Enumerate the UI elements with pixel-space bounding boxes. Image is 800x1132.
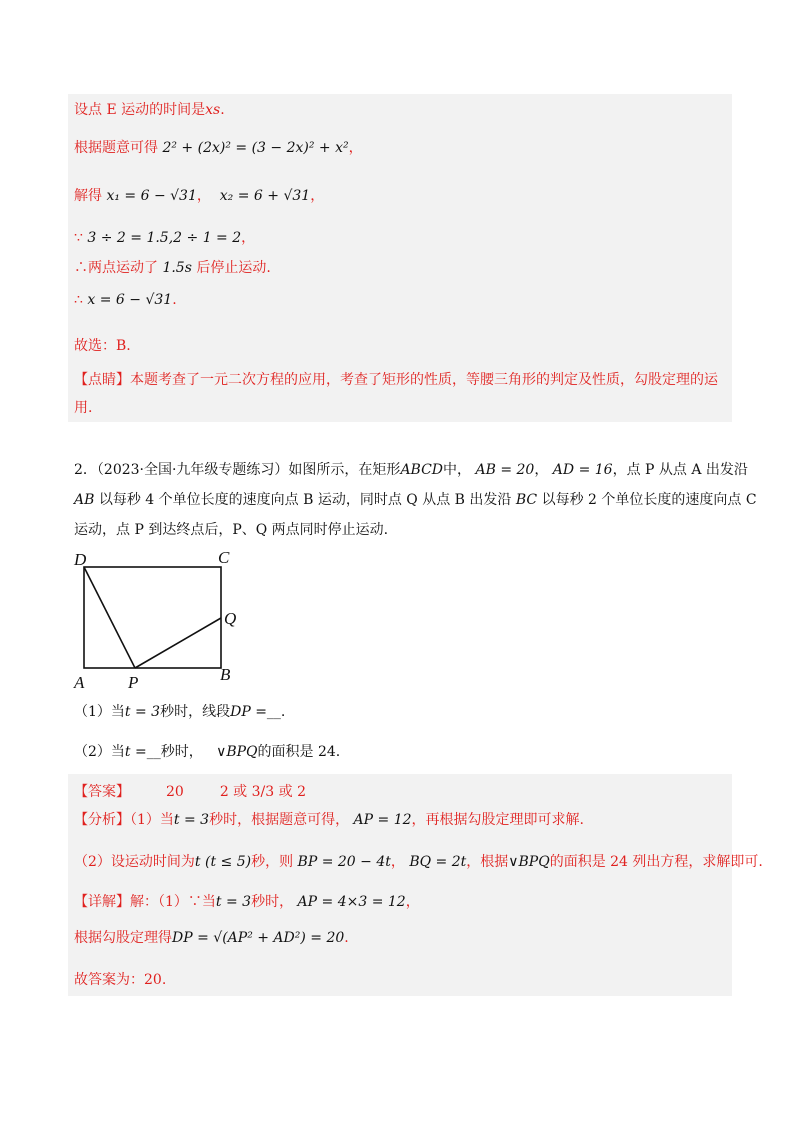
solution-line-1: 设点 E 运动的时间是xs.: [74, 102, 225, 118]
answer-line: 【答案】 20 2 或 3/3 或 2: [74, 784, 306, 800]
solution-line-2: 根据题意可得 2² + (2x)² = (3 − 2x)² + x²，: [74, 140, 363, 156]
solution-line-3: 解得 x₁ = 6 − √31， x₂ = 6 + √31，: [74, 188, 325, 204]
final-answer: 故答案为：20.: [74, 972, 167, 988]
question-1: （1）当t = 3秒时，线段DP =__.: [74, 704, 286, 720]
analysis-line-2: （2）设运动时间为t (t ≤ 5)秒，则 BP = 20 − 4t， BQ = 2t，根据∨BPQ的面积是 24 列出方程，求解即可.: [74, 854, 763, 870]
rectangle-abcd: [84, 567, 221, 668]
answer-choice: 故选：B.: [74, 338, 131, 354]
segment-pq: [135, 618, 221, 668]
problem2-line-1: 2．（2023·全国·九年级专题练习）如图所示，在矩形ABCD中， AB = 20， AD = 16，点 P 从点 A 出发沿: [74, 462, 748, 478]
label-q: Q: [224, 609, 237, 628]
label-c: C: [218, 548, 230, 567]
detail-line-1: 【详解】解：（1）∵当t = 3秒时， AP = 4×3 = 12，: [74, 894, 420, 910]
analysis-line-1: 【分析】（1）当t = 3秒时，根据题意可得， AP = 12，再根据勾股定理即可求解.: [74, 812, 584, 828]
solution-line-4: ∵ 3 ÷ 2 = 1.5,2 ÷ 1 = 2，: [74, 230, 256, 246]
label-b: B: [220, 665, 231, 684]
comment-line-1: 【点睛】本题考查了一元二次方程的应用，考查了矩形的性质，等腰三角形的判定及性质，勾股定理的运: [74, 372, 718, 388]
question-2: （2）当t =__秒时， ∨BPQ的面积是 24.: [74, 744, 341, 760]
rectangle-figure: [68, 548, 268, 696]
label-a: A: [74, 673, 85, 692]
problem2-line-2: AB 以每秒 4 个单位长度的速度向点 B 运动，同时点 Q 从点 B 出发沿 BC 以每秒 2 个单位长度的速度向点 C: [74, 492, 757, 508]
segment-dp: [84, 567, 135, 668]
solution-line-5: ∴两点运动了 1.5s 后停止运动.: [74, 260, 271, 276]
problem2-line-3: 运动，点 P 到达终点后，P、Q 两点同时停止运动.: [74, 522, 389, 538]
label-d: D: [74, 550, 87, 569]
solution-line-6: ∴ x = 6 − √31.: [74, 292, 177, 308]
solution-block-2: [68, 774, 732, 996]
label-p: P: [128, 673, 139, 692]
detail-line-2: 根据勾股定理得DP = √(AP² + AD²) = 20.: [74, 930, 349, 946]
comment-line-2: 用.: [74, 400, 93, 416]
